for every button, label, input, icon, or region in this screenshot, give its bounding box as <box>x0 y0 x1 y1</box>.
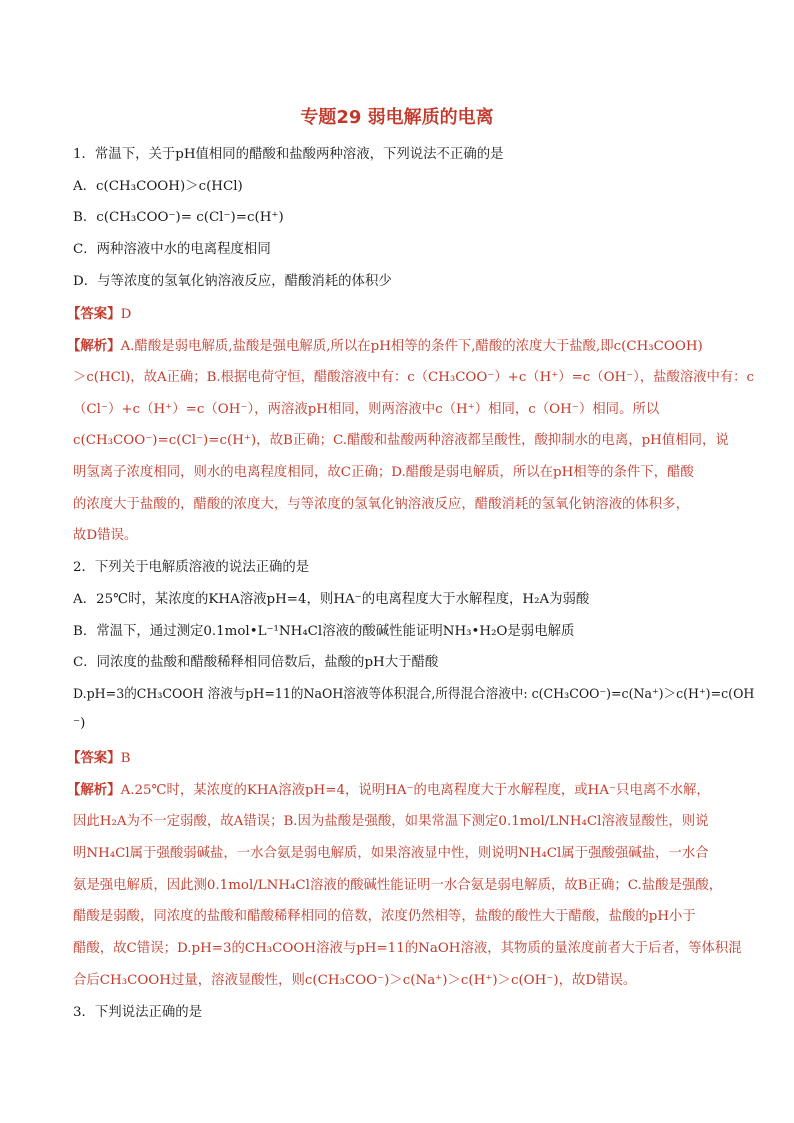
q2-analysis-line: 醋酸是弱酸，同浓度的盐酸和醋酸稀释相同的倍数，浓度仍然相等，盐酸的酸性大于醋酸，盐酸的pH小于 <box>73 909 696 924</box>
q1-option-a: A．c(CH₃COOH)＞c(HCl) <box>73 179 243 194</box>
q1-analysis-line: c(CH₃COO⁻)=c(Cl⁻)=c(H⁺)，故B正确；C.醋酸和盐酸两种溶液都呈酸性，酸抑制水的电离，pH值相同，说 <box>73 433 729 448</box>
q2-option-a: A．25℃时，某浓度的KHA溶液pH=4，则HA⁻的电离程度大于水解程度，H₂A为弱酸 <box>73 592 590 607</box>
q1-option-d: D．与等浓度的氢氧化钠溶液反应，醋酸消耗的体积少 <box>73 274 392 289</box>
q1-stem: 1．常温下，关于pH值相同的醋酸和盐酸两种溶液，下列说法不正确的是 <box>73 147 504 162</box>
q2-analysis-line: 氨是强电解质，因此测0.1mol/LNH₄Cl溶液的酸碱性能证明一水合氨是弱电解质，故B正确；C.盐酸是强酸， <box>73 878 723 893</box>
answer-value: B <box>120 751 131 766</box>
answer-value: D <box>120 307 132 322</box>
q1-option-b: B．c(CH₃COO⁻)= c(Cl⁻)=c(H⁺) <box>73 210 284 225</box>
q2-option-c: C．同浓度的盐酸和醋酸稀释相同倍数后，盐酸的pH大于醋酸 <box>73 655 439 670</box>
q1-option-c: C．两种溶液中水的电离程度相同 <box>73 242 271 257</box>
page-title: 专题29 弱电解质的电离 <box>300 107 494 128</box>
q2-analysis-line: 明NH₄Cl属于强酸弱碱盐，一水合氨是弱电解质，如果溶液显中性，则说明NH₄Cl属于强酸强碱盐，一水合 <box>73 846 709 861</box>
q2-option-d-cont: ⁻) <box>73 716 86 731</box>
q2-stem: 2．下列关于电解质溶液的说法正确的是 <box>73 560 310 575</box>
q3-stem: 3．下判说法正确的是 <box>73 1005 203 1020</box>
q2-option-d: D.pH=3的CH₃COOH 溶液与pH=11的NaOH溶液等体积混合,所得混合溶液中: c(CH₃COO⁻)=c(Na⁺)＞c(H⁺)=c(OH <box>73 687 755 702</box>
q1-analysis-line <box>67 336 727 357</box>
analysis-tag: 【解析】 <box>67 782 121 798</box>
q1-analysis-line: 故D错误。 <box>73 528 138 543</box>
q1-analysis-line: 明氢离子浓度相同，则水的电离程度相同，故C正确；D.醋酸是弱电解质，所以在pH相等的条件下，醋酸 <box>73 465 694 480</box>
q2-analysis-line: 醋酸，故C错误；D.pH=3的CH₃COOH溶液与pH=11的NaOH溶液，其物质的量浓度前者大于后者，等体积混 <box>73 941 742 956</box>
q2-option-b: B．常温下，通过测定0.1mol•L⁻¹NH₄Cl溶液的酸碱性能证明NH₃•H₂O是弱电解质 <box>73 624 575 639</box>
q2-analysis-line: 合后CH₃COOH过量，溶液显酸性，则c(CH₃COO⁻)＞c(Na⁺)＞c(H⁺)＞c(OH⁻)，故D错误。 <box>73 973 637 988</box>
q2-analysis-line <box>67 780 727 801</box>
analysis-text: A.醋酸是弱电解质,盐酸是强电解质,所以在pH相等的条件下,醋酸的浓度大于盐酸,即c(CH₃COOH) <box>120 339 703 354</box>
q1-analysis-line: （Cl⁻）+c（H⁺）=c（OH⁻），两溶液pH相同，则两溶液中c（H⁺）相同，c（OH⁻）相同。所以 <box>73 402 660 417</box>
q2-analysis-line: 因此H₂A为不一定弱酸，故A错误；B.因为盐酸是强酸，如果常温下测定0.1mol/LNH₄Cl溶液显酸性，则说 <box>73 814 709 829</box>
q1-analysis-line: ＞c(HCl)，故A正确；B.根据电荷守恒，醋酸溶液中有：c（CH₃COO⁻）+c（H⁺）=c（OH⁻），盐酸溶液中有：c <box>73 370 754 385</box>
answer-tag: 【答案】 <box>67 750 121 766</box>
answer-tag: 【答案】 <box>67 306 121 322</box>
q2-answer <box>67 748 727 769</box>
q1-answer <box>67 304 727 325</box>
analysis-text: A.25℃时，某浓度的KHA溶液pH=4，说明HA⁻的电离程度大于水解程度，或HA⁻只电离不水解， <box>120 783 710 798</box>
q1-analysis-line: 的浓度大于盐酸的，醋酸的浓度大，与等浓度的氢氧化钠溶液反应，醋酸消耗的氢氧化钠溶液的体积多， <box>73 497 689 512</box>
analysis-tag: 【解析】 <box>67 338 121 354</box>
